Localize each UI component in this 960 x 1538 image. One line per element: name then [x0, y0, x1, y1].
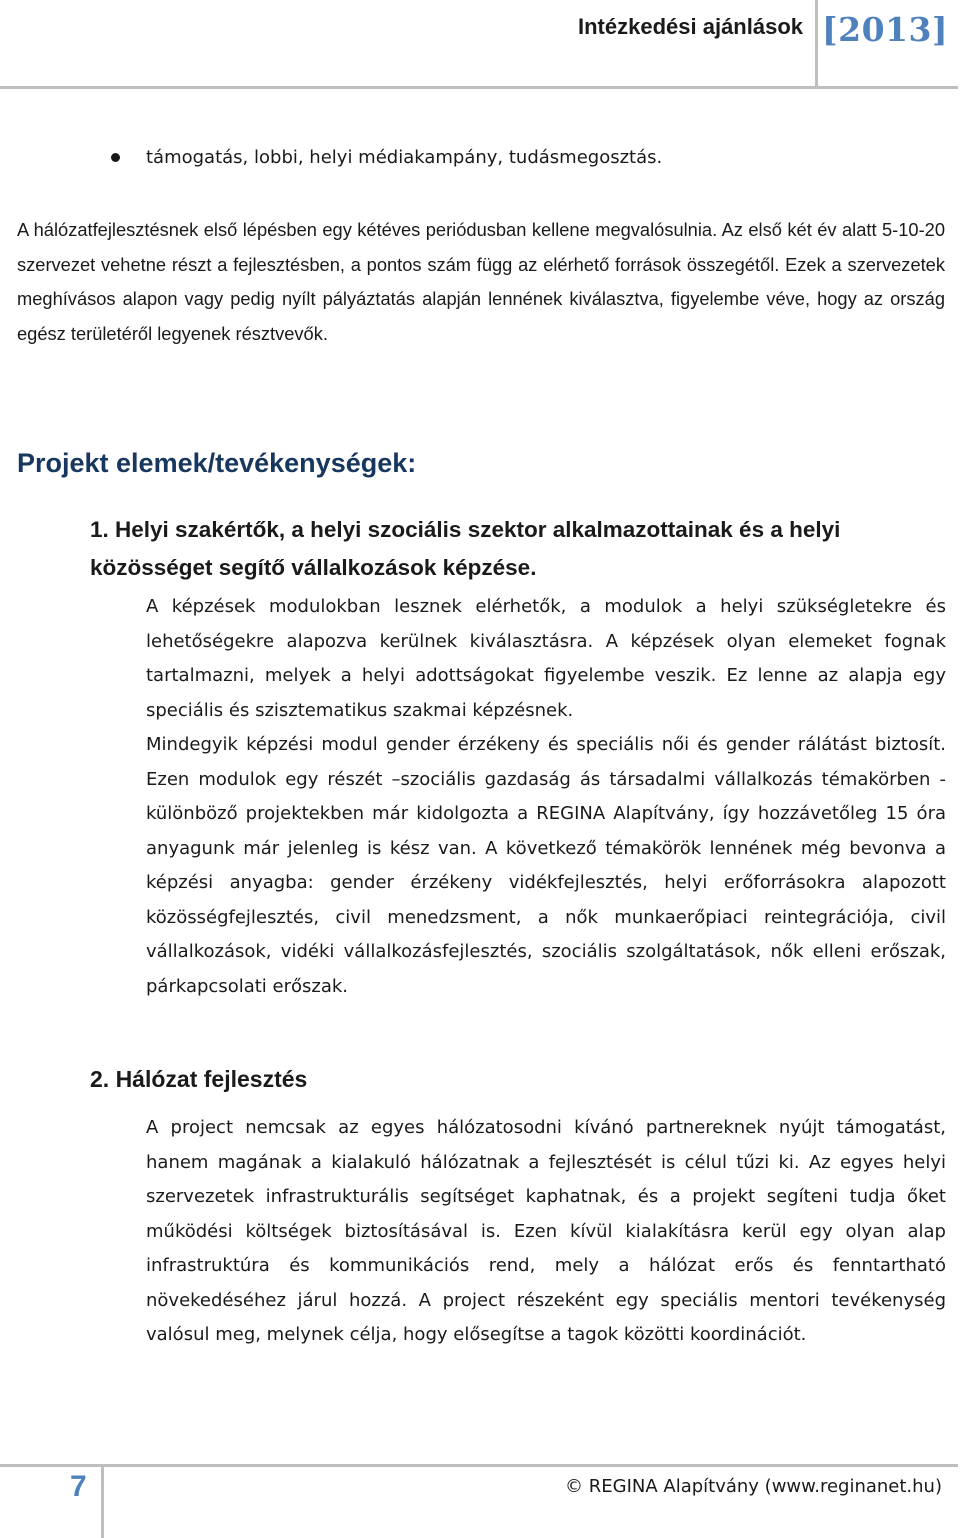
item1-body: [146, 590, 946, 1004]
header-title: Intézkedési ajánlások: [578, 14, 803, 39]
item1-paragraph-2: Mindegyik képzési modul gender érzékeny és speciális női és gender rálátást biztosít. Ezen modulok egy részét –szociális gazdaság ás társadalmi vállalkozás témakörben - különböző projektekben már kidolgozta a REGINA Alapítvány, így hozzávetőleg 15 óra anyagunk már jelenleg is kész van. A következő témakörök lennének még bevonva a képzési anyagba: gender érzékeny vidékfejlesztés, helyi erőforrásokra alapozott közösségfejlesztés, civil menedzsment, a nők munkaerőpiaci reintegrációja, civil vállalkozások, vidéki vállalkozásfejlesztés, szociális szolgáltatások, nők elleni erőszak, párkapcsolati erőszak.: [146, 734, 946, 997]
bullet-icon: [111, 153, 120, 162]
item2-paragraph: A project nemcsak az egyes hálózatosodni kívánó partnereknek nyújt támogatást, hanem magának a kialakuló hálózatnak a fejlesztését is célul tűzi ki. Az egyes helyi szervezetek infrastrukturális segítséget kaphatnak, és a projekt segíteni tudja őket működési költségek biztosításával is. Ezen kívül kialakításra kerül egy olyan alap infrastruktúra és kommunikációs rend, mely a hálózat erős és fenntartható növekedéséhez járul hozzá. A project részeként egy speciális mentori tevékenység valósul meg, melynek célja, hogy elősegítse a tagok közötti koordinációt.: [146, 1117, 946, 1345]
bullet-item: támogatás, lobbi, helyi médiakampány, tudásmegosztás.: [146, 147, 663, 168]
footer-copyright: © REGINA Alapítvány (www.reginanet.hu): [565, 1476, 942, 1497]
header-year: [2013]: [822, 10, 949, 49]
page-number: 7: [70, 1470, 87, 1503]
section-heading: Projekt elemek/tevékenységek:: [17, 448, 417, 478]
item1-heading: 1. Helyi szakértők, a helyi szociális szektor alkalmazottainak és a helyi közösséget segítő vállalkozások képzése.: [90, 517, 841, 580]
header-divider: [815, 0, 818, 88]
item1-paragraph-1: A képzések modulokban lesznek elérhetők, a modulok a helyi szükségletekre és lehetőségekre alapozva kerülnek kiválasztásra. A képzések olyan elemeket fognak tartalmazni, melyek a helyi adottságokat figyelembe veszik. Ez lenne az alapja egy speciális és szisztematikus szakmai képzésnek.: [146, 596, 946, 721]
footer-divider: [101, 1464, 104, 1538]
item2-heading: 2. Hálózat fejlesztés: [90, 1066, 308, 1092]
header-rule: [0, 86, 958, 89]
footer-rule: [0, 1464, 958, 1467]
intro-paragraph: A hálózatfejlesztésnek első lépésben egy kétéves periódusban kellene megvalósulnia. Az első két év alatt 5-10-20 szervezet vehetne részt a fejlesztésben, a pontos szám függ az elérhető források összegétől. Ezek a szervezetek meghívásos alapon vagy pedig nyílt pályáztatás alapján lennének kiválasztva, figyelembe véve, hogy az ország egész területéről legyenek résztvevők.: [17, 219, 945, 344]
